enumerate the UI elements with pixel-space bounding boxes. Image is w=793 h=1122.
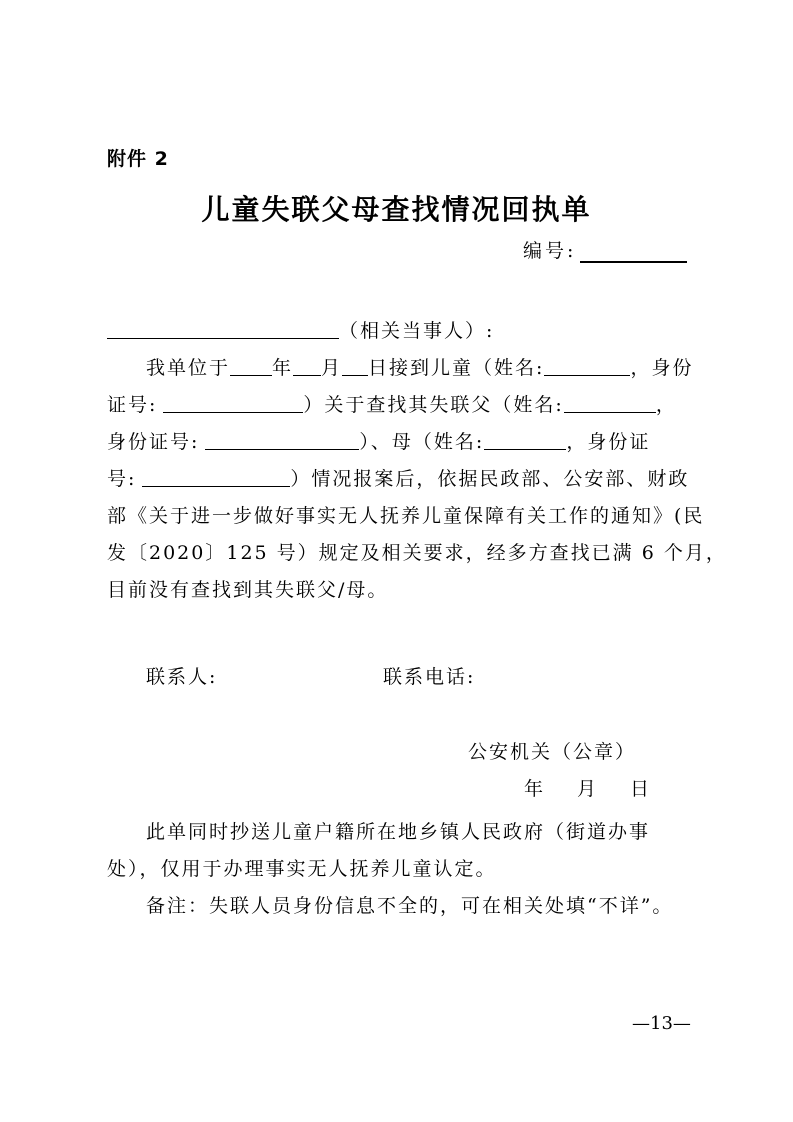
body-text: ，身份证 <box>566 431 651 453</box>
date-month-label: 月 <box>577 778 599 800</box>
body-text: ，身份 <box>630 357 694 379</box>
body-text: ， <box>655 394 677 416</box>
page-title: 儿童失联父母查找情况回执单 <box>201 193 592 226</box>
day-blank[interactable] <box>342 358 368 376</box>
year-blank[interactable] <box>230 358 272 376</box>
body-text: 月 <box>321 357 343 379</box>
body-line-4 <box>107 464 689 491</box>
body-text: 号: <box>107 468 137 490</box>
body-text: 年 <box>272 357 294 379</box>
body-line-1 <box>146 353 693 380</box>
cc-note-line-2: 处），仅用于办理事实无人抚养儿童认定。 <box>107 858 497 880</box>
child-name-blank[interactable] <box>544 358 630 376</box>
addressee-blank[interactable] <box>107 321 339 339</box>
body-text: 我单位于 <box>146 357 231 379</box>
addressee-suffix: （相关当事人）: <box>339 320 495 342</box>
child-id-blank[interactable] <box>163 395 303 413</box>
remark-note: 备注：失联人员身份信息不全的，可在相关处填“不详”。 <box>146 895 674 917</box>
father-id-blank[interactable] <box>205 432 359 450</box>
date-line <box>524 774 651 801</box>
addressee-line <box>107 316 494 343</box>
seal-label: 公安机关（公章） <box>468 741 637 763</box>
body-text: 日接到儿童（姓名: <box>368 357 545 379</box>
mother-id-blank[interactable] <box>142 469 290 487</box>
contact-person-label: 联系人: <box>146 666 218 688</box>
body-line-5: 部《关于进一步做好事实无人抚养儿童保障有关工作的通知》(民 <box>107 505 705 527</box>
body-text: 身份证号: <box>107 431 200 453</box>
body-text: ）关于查找其失联父（姓名: <box>303 394 564 416</box>
cc-note-line-1: 此单同时抄送儿童户籍所在地乡镇人民政府（街道办事 <box>146 821 651 843</box>
body-text: ）情况报案后，依据民政部、公安部、财政 <box>290 468 690 490</box>
serial-number-field <box>523 236 687 263</box>
serial-label: 编号: <box>523 240 577 262</box>
father-name-blank[interactable] <box>564 395 656 413</box>
page-number: —13— <box>632 1013 691 1034</box>
body-text: 证号: <box>107 394 158 416</box>
body-line-2 <box>107 390 677 417</box>
mother-name-blank[interactable] <box>484 432 566 450</box>
body-line-6: 发〔2020〕125 号）规定及相关要求，经多方查找已满 6 个月， <box>107 542 727 564</box>
body-line-3 <box>107 427 650 454</box>
date-day-label: 日 <box>630 778 652 800</box>
contact-phone-label: 联系电话: <box>383 666 476 688</box>
serial-blank[interactable] <box>580 243 687 263</box>
date-year-label: 年 <box>524 778 546 800</box>
month-blank[interactable] <box>293 358 321 376</box>
attachment-label: 附件 2 <box>107 148 169 170</box>
body-text: ）、母（姓名: <box>359 431 485 453</box>
body-line-7: 目前没有查找到其失联父/母。 <box>107 579 389 601</box>
